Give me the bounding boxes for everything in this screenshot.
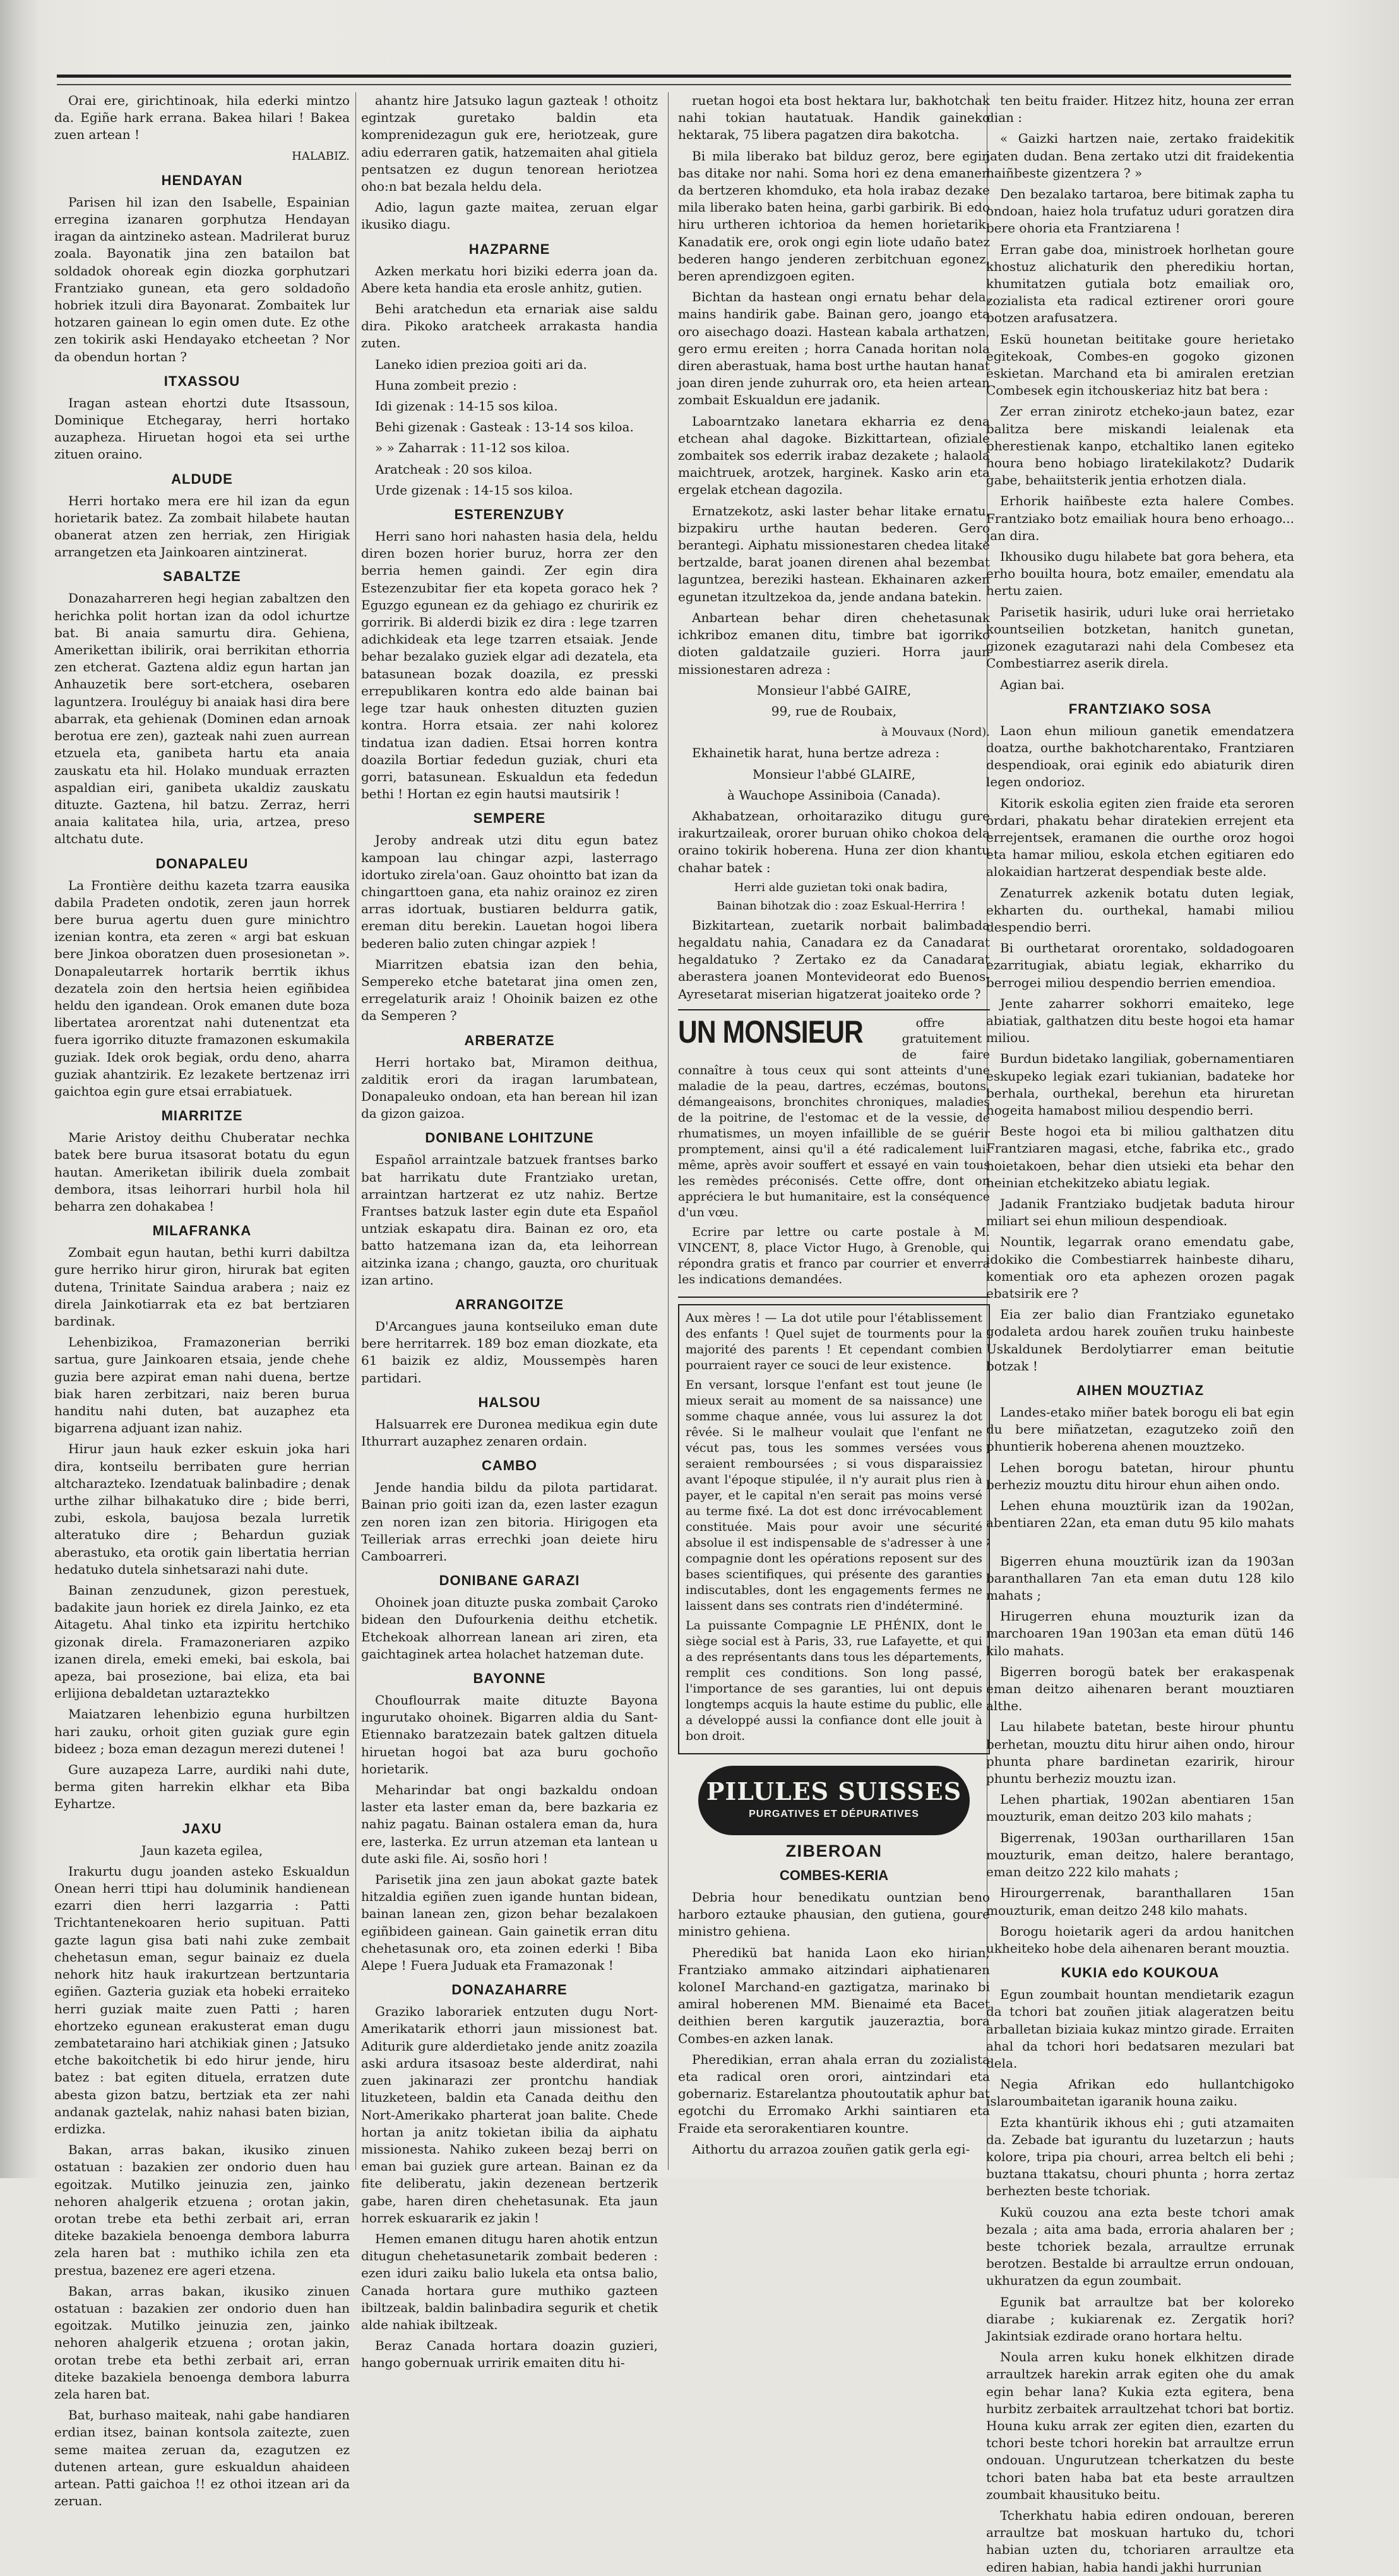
section-heading: ARBERATZE [464, 1032, 555, 1048]
article-paragraph: Lehenbizikoa, Framazonerian berriki sartua, gure Jainkoaren etsaia, jende chehe guzia bere azpirat eman nahi duena, bertze biak haren zerbitzari, naiz beren burua handitu nahi duten, bat auzaphez eta bigarrena adjuant izan nahiz. [54, 1334, 350, 1436]
article-paragraph: Bat, burhaso maiteak, nahi gabe handiaren erdian itsez, bainan kontsola zaitezte, zuen seme maitea zeruan da, ezagutzen ez dutenen artean, gure eskualdun ahaideen artean. Patti gaichoa !! ez othoi itzean ari da zeruan. [54, 2407, 350, 2509]
logo-subtitle: PURGATIVES ET DÉPURATIVES [749, 1809, 919, 1820]
section-heading: JAXU [182, 1820, 222, 1836]
section-heading: ALDUDE [171, 470, 233, 487]
article-paragraph: Azken merkatu hori biziki ederra joan da. Abere keta handia eta erosle anhitz, gutien. [361, 263, 658, 296]
binding-shadow [0, 0, 37, 2178]
article-paragraph: Donazaharreren hegi hegian zabaltzen den herichka polit hortan izan da odol ichurtze bat. Bi anaia samurtu dira. Gehiena, Amerikettan ibilirik, orai berrikitan ethorria zen etcherat. Gaztena aldiz egun hartan jan Anhauzetik bere sort-etchera, osebaren laguntzera. Irouléguy bi anaiak hasi dira bere abarrak, eta gehienak (Dominen edan arnoak berotua ere zen), gazteak nahi zuen aurrean etzuela eta, ganibeta hartu eta anaia zauskatu eta hil. Holako munduak errazten aspaldian eiri, ganibeta ukaldiz zauskatu dituzte. Gaztena, hil batzu. Zerraz, herri anaia kalitatea hila, uria, artzea, preso altchatu dute. [54, 590, 350, 847]
section-heading: HALSOU [478, 1394, 541, 1410]
article-paragraph: Bainan zenzudunek, gizon perestuek, badakite jaun horiek ez direla Jainko, ez eta Aitagetu. Ahal tinko eta izpiritu hertchiko gizonak direla. Framazoneriaren azpiko izanen direla, emeki emeki, bai eskola, bai apeza, bai prosezione, bai eliza, eta bai erlijiona debaldetan uztaraztekko [54, 1583, 350, 1701]
signature: HALABIZ. [292, 149, 350, 163]
column-4 [986, 92, 1294, 2575]
ad-paragraph: offre gratuitement de faire connaître à tous ceux qui sont atteints d'une maladie de la peau, dartres, eczémas, boutons, démangeaisons, bronchites chroniques, maladies de la poitrine, de l'estomac et de la vessie, de rhumatismes, un moyen infaillible de se guérir promptement, ainsi qu'il a été radicalement lui-même, après avoir souffert et essayé en vain tous les remèdes préconisés. Cette offre, dont on appréciera le but humanitaire, est la conséquence d'un vœu. [678, 1015, 990, 1219]
article-paragraph: Huna zombeit prezio : [375, 377, 517, 393]
article-paragraph: Bakan, arras bakan, ikusiko zinuen ostatuan : bazakien zer ondorio duen han egoitzak. Mutilko jeinuzia zen, jainko nehoren ahalgerik etzuena ; orotan jakin, orotan trebe eta bethi zerbait ari, erran diteke bazakiela benoenga dembora laburra zela haren bat. [54, 2283, 350, 2402]
logo-title: PILULES SUISSES [706, 1777, 962, 1806]
article-paragraph: Ernatzekotz, aski laster behar litake ernatu, bizpakiru urthe hautan bederen. Gero berantegi. Aiphatu missionestaren chedea litake bertzalde, barat joanen direnen ahal bezembat laguntzea, bereziki hastean. Ekhainaren azken egunetan itzultzekoa da, jende andana batekin. [678, 503, 990, 604]
article-paragraph: Adio, lagun gazte maitea, zeruan elgar ikusiko diagu. [361, 200, 658, 232]
article-paragraph: Den bezalako tartaroa, bere bitimak zapha tu ondoan, haiez hola trufatuz uduri goratzen dira bere ohoria eta Frantziarena ! [986, 186, 1294, 236]
article-paragraph: Borogu hoietarik ageri da ardou hanitchen ukheiteko hobe dela aihenaren berant mouztia. [986, 1923, 1294, 1956]
article-paragraph: Lehen borogu batetan, hirour phuntu berheziz mouztu ditu hirour ehun aihen ondo. [986, 1459, 1294, 1492]
article-paragraph: Bizkitartean, zuetarik norbait balimbada hegaldatu nahia, Canadara ez da Canadarat hegaldatuko ? Zertako ez da Canadarat aberastera joanen Montevideorat edo Buenos-Ayresetarat miserian higatzerat joaiteko orde ? [678, 917, 990, 1002]
article-paragraph: Gure auzapeza Larre, aurdiki nahi dute, berma giten harrekin elkhar eta Biba Eyhartze. [54, 1762, 350, 1812]
article-paragraph: Bi ourthetarat ororentako, soldadogoaren ezarritugiak, abiatu legiak, ekharriko du berrogei miliou despendio berrien emendioa. [986, 940, 1294, 990]
ad-paragraph: En versant, lorsque l'enfant est tout jeune (le mieux serait au moment de sa naissance) une somme chaque année, vous lui assurez la dot rêvée. Si le malheur voulait que l'enfant ne vécut pas, tous les sommes versées vous seraient remboursées ; si vous disparaissiez avant l'époque stipulée, il n'y aurait plus rien à payer, et le capital n'en serait pas moins versé au terme fixé. La dot est donc irrévocablement constituée. Mais pour avoir une sécurité absolue il est indispensable de s'adresser à une compagnie dont les opérations reposent sur des bases scientifiques, qui présente des garanties indiscutables, dont les engagements fermes ne laissent dans ses contrats rien d'indéterminé. [686, 1377, 982, 1613]
address-line: à Mouvaux (Nord). [881, 726, 990, 740]
article-paragraph: Bichtan da hastean ongi ernatu behar dela, mains handirik gabe. Bainan gero, joango eta oro aisechago doazi. Hastean kabala arthatzen, gero ermu ereiten ; horra Canada horitan nola diren aberastuak, hama bost urthe hautan hanat joan diren jende zuhurrak oro, eta heien artean zombait Eskualdun ere jadanik. [678, 289, 990, 408]
article-paragraph: Lehen ehuna mouztürik izan da 1902an, abentiaren 22an, eta eman dutu 95 kilo mahats ; [986, 1498, 1294, 1548]
article-paragraph: Kukü couzou ana ezta beste tchori amak bezala ; aita ama bada, erroria ahalaren ber ; beste tchoriek bezala, arraultze errunak berotzen. Bestalde bi arraultze errun ondouan, ukhuratzen da egun zoumbait. [986, 2204, 1294, 2289]
article-paragraph: Zombait egun hautan, bethi kurri dabiltza gure herriko hirur giron, hirurak bat egiten dutena, Trinitate Saindua arabera ; naiz ez direla Jainkotiarrak eta ez bat bertziaren bardinak. [54, 1245, 350, 1329]
article-paragraph: Chouflourrak maite dituzte Bayona ingurutako ohoinek. Bigarren aldia du Sant-Etiennako baratzezain batek galtzen dituela hiruetan hogoi bat aza buru gochoño horietarik. [361, 1692, 658, 1776]
article-paragraph: « Gaizki hartzen naie, zertako fraidekitik jaten dudan. Bena zertako utzi dit fraidekentia haiñbeste gizentzera ? » [986, 131, 1294, 181]
section-heading: SABALTZE [163, 568, 241, 585]
article-paragraph: Español arraintzale batzuek frantses barko bat harrikatu dute Frantziako uretan, arraintzan hartzerat ez utz nahiz. Bertze Frantses batzuk laster egin dute eta Español untziak eskapatu dira. Bainan ez oro, eta batto hatzemana izan da, eta leihorrean aitzinka izana ; chango, gauzta, oro churituak izan artino. [361, 1152, 658, 1288]
section-heading: KUKIA edo KOUKOUA [1061, 1965, 1220, 1981]
article-paragraph: Urde gizenak : 14-15 sos kiloa. [375, 482, 573, 498]
article-paragraph: Burdun bidetako langiliak, gobernamentiaren eskupeko legiak ezari tukianian, badateke hor berhala, ourthekal, berehun eta hiruretan hogeita hamabost miliou despendio berri. [986, 1051, 1294, 1118]
article-paragraph: Bakan, arras bakan, ikusiko zinuen ostatuan : bazakien zer ondorio duen hau egoitzak. Mutilko jeinuzia zen, jainko nehoren ahalgerik etzuena ; orotan jakin, orotan trebe eta bethi zerbait ari, erran diteke bazakiela benoenga dembora laburra zela haren bat : muthiko ichila zen eta prestua, bazenez ere ageri etzena. [54, 2142, 350, 2278]
column-2 [361, 92, 658, 2371]
column-divider [668, 92, 669, 2170]
article-paragraph: Ikhousiko dugu hilabete bat gora behera, eta erho bouilta houra, botz emailer, emendatu ala hertu zaien. [986, 549, 1294, 599]
article-paragraph: Jadanik Frantziako budjetak baduta hirour miliart sei ehun milioun despendioak. [986, 1195, 1294, 1229]
article-paragraph: Jende handia bildu da pilota partidarat. Bainan prio goiti izan da, ezen laster ezagun zen noren izan zen bitoria. Hirigogen eta Teilleriak arras errechki joan deiete hiru Camboarreri. [361, 1480, 658, 1564]
section-heading: AIHEN MOUZTIAZ [1076, 1382, 1205, 1399]
address-line: Monsieur l'abbé GAIRE, [756, 682, 912, 698]
article-paragraph: Graziko laborariek entzuten dugu Nort-Amerikatarik ethorri jaun missionest bat. Aditurik gure alderdietako jende anitz zoazila aski ardura itsasoaz beste alderdirat, nahi zuen jakinarazi zer prontchu handiak lituzketeen, baldin eta Canada deithu den Nort-Amerikako pharterat joan balite. Chede hortan ja anitz tokietan ibilia da aiphatu missionesta. Nahiko zukeen bezaj berri on eman bai guziek gure artean. Bainan ez da fite deliberatu, jakin dezenean bertzerik gabe, haren diren chehetasunak. Eta jaun horrek eskuararik ez jakin ! [361, 2004, 658, 2226]
article-paragraph: Iragan astean ehortzi dute Itsassoun, Dominique Etchegaray, herri hortako auzapheza. Hiruetan hogoi eta sei urthe zituen oraino. [54, 395, 350, 462]
article-paragraph: Debria hour benedikatu ountzian beno harboro eztauke phausian, den gutiena, goure ministro gehiena. [678, 1889, 990, 1939]
article-paragraph: Herri hortako mera ere hil izan da egun horietarik batez. Za zombait hilabete hautan obanerat atzen zen herriak, zen Hirigiak arrangetzen eta Jainkoaren aintzinerat. [54, 493, 350, 560]
article-paragraph: Hirourgerrenak, baranthallaren 15an mouzturik, eman deitzo 248 kilo mahats. [986, 1885, 1294, 1918]
article-paragraph: Tcherkhatu habia ediren ondouan, bereren arraultze bat moskuan hartuko du, tchori habian uzten du, tchoriaren arraultze eta ediren habian, habia handi jakhi hurrunian [986, 2508, 1294, 2575]
article-paragraph: Egun zoumbait hountan mendietarik ezagun da tchori bat zouñen jitiak alageratzen beitu arballetan biziaia kukaz mintzo girade. Erraiten ahal da tchori hori bedatsaren mezulari bat dela. [986, 1987, 1294, 2071]
pilules-suisses-logo [698, 1766, 970, 1835]
address-line: Monsieur l'abbé GLAIRE, [753, 766, 915, 782]
column-3 [678, 92, 990, 2170]
article-paragraph: Erhorik haiñbeste ezta halere Combes. Frantziako botz emailiak houra beno erhoago... jan dira. [986, 493, 1294, 543]
article-paragraph: Ekhainetik harat, huna bertze adreza : [692, 745, 940, 761]
article-paragraph: Marie Aristoy deithu Chuberatar nechka batek bere burua itsasorat botatu du egun hautan. Ameriketan ibilirik duela zombait dembora, itsas leihorrari hurbil hola hil beharra zen dohakabea ! [54, 1130, 350, 1214]
article-paragraph: Beste hogoi eta bi miliou galthatzen ditu Frantziaren magasi, etche, fabrika etc., grado hoietakoen, behar dien utsieki eta behar den heinian etchekitzeko abiatu legiak. [986, 1123, 1294, 1190]
article-paragraph: Egunik bat arraultze bat ber koloreko diarabe ; kukiarenak ez. Zergatik hori? Jakintsiak ezdirade orano hortara heltu. [986, 2294, 1294, 2344]
article-paragraph: Agian bai. [1000, 676, 1065, 692]
article-paragraph: Lehen phartiak, 1902an abentiaren 15an mouzturik, eman deitzo 203 kilo mahats ; [986, 1792, 1294, 1824]
article-paragraph: Ohoinek joan dituzte puska zombait Çaroko bidean den Dufourkenia deithu etchetik. Etchekoak alhorrean lanean ari ziren, eta gaichtaginek artea holachet hatzeman dute. [361, 1595, 658, 1662]
article-paragraph: Behi gizenak : Gasteak : 13-14 sos kiloa. [375, 419, 634, 435]
advertisement-aux-meres [678, 1304, 990, 1754]
article-paragraph: Bi mila liberako bat bilduz geroz, bere egin bas ditake nor nahi. Soma hori ez dena emanen da bertzeren khomduko, eta hola irabaz dezake mila liberako baten heina, garbi garbirik. Bi edo hiru urtheren ichtorioa da hemen horietarik. Kanadatik ere, orok ongi egin liote udaño batez bederen hango jenderen zerbitchuan egonez, beren aprendizgoen egiten. [678, 148, 990, 284]
section-heading: FRANTZIAKO SOSA [1068, 700, 1212, 717]
section-heading: DONIBANE GARAZI [439, 1573, 580, 1589]
section-heading: ARRANGOITZE [455, 1296, 564, 1312]
article-paragraph: D'Arcangues jauna kontseiluko eman dute bere herritarrek. 189 boz eman diozkate, eta 61 baizik ez aldiz, Moussempès haren partidari. [361, 1318, 658, 1386]
section-heading: MILAFRANKA [152, 1223, 252, 1239]
article-paragraph: Eskü hounetan beititake goure herietako egitekoak, Combes-en gogoko gizonen eskietan. Marchand eta bi amiralen eretzian Combesek egin itchouskeriaz hitz bat bera : [986, 331, 1294, 398]
article-paragraph: Maiatzaren lehenbizio eguna hurbiltzen hari zauku, orhoit giten guziak gure egin bideez ; boza eman dezagun merezi dutenei ! [54, 1706, 350, 1756]
article-paragraph: Erran gabe doa, ministroek horlhetan goure khostuz alichaturik den pheredikiu hortan, khumitatzen gutiala botz emailiak oro, zozialista eta radical eztirener orori goure botzen arafusatzera. [986, 241, 1294, 326]
article-paragraph: La Frontière deithu kazeta tzarra eausika dabila Pradeten ondotik, zeren jaun horrek bere burua agertu duen gure minichtro izenian kontra, eta zeren « argi bat eskuan bere Jinkoa oboratzen duen prosesionetan ». Donapaleutarrek hortarik berrtik ikhus dezatela zoin den hertsia heien egiñbidea heldu den igandean. Orok emanen dute boza libertatea arorentzat nahi dutenentzat eta fuera igorriko dituzte framazonen eskumakila guziak. Idek orok begiak, ordu deno, aharra guziak ahantzirik. Ez lezakete bertzenaz irri gaichtoa egin gure etsai errabiatuek. [54, 877, 350, 1099]
article-paragraph: Pheredikü bat hanida Laon eko hirian, Frantziako ammako aitzindari aiphatienaren koloneI Marchand-en gaztigatza, marinako bi amiral hoberenen MM. Bienaimé eta Bacet deithien beren kargutik jauzeraztia, bora Combes-en azken lanak. [678, 1944, 990, 2046]
article-paragraph: Jeroby andreak utzi ditu egun batez kampoan lau chingar azpi, lasterrago idortuko zirela'oan. Gauz ohointto bat izan da chingarttoen gana, eta nahiz orainoz ez ziren arras idortuak, bustiaren beldurra gatik, ereman ditu berekin. Lauetan hogoi libera bederen balio zuten chingar azpiek ! [361, 832, 658, 951]
article-paragraph: Hemen emanen ditugu haren ahotik entzun ditugun chehetasunetarik zombait bederen : ezen iduri zaiku balio lukela eta ontsa balio, Canada hortara gure muthiko gazteen ibiltzeak, baldin balinbadira segurik et chetik alde nahiak ibiltzeak. [361, 2231, 658, 2332]
article-paragraph: Orai ere, girichtinoak, hila ederki mintzo da. Egiñe hark errana. Bakea hilari ! Bakea zuen artean ! [54, 93, 350, 143]
section-heading: MIARRITZE [161, 1108, 243, 1124]
article-paragraph: Hirugerren ehuna mouzturik izan da marchoaren 19an 1903an eta eman dütü 146 kilo mahats. [986, 1609, 1294, 1658]
ad-paragraph: Ecrire par lettre ou carte postale à M. VINCENT, 8, place Victor Hugo, à Grenoble, qui répondra gratis et franco par courrier et enverra les indications demandées. [678, 1225, 990, 1286]
article-paragraph: Bigerren borogü batek ber erakaspenak eman deitzo aihenaren berant mouztiaren althe. [986, 1663, 1294, 1714]
article-paragraph: Beraz Canada hortara doazin guzieri, hango gobernuak urririk emaiten ditu hi- [361, 2338, 658, 2371]
section-heading: DONAZAHARRE [451, 1982, 568, 1998]
article-paragraph: Parisen hil izan den Isabelle, Espainian erregina izanaren gorphutza Hendayan iragan da aintzineko astean. Madrilerat buruz zoala. Bayonatik jina zen batailon bat soldadok ohoreak egin diozka gorphutzari Frantziako gunean, eta gero soldadoño hobriek itzuli dira Bayonarat. Zombaitek lur hotzaren gainean lo egin omen dute. Ez othe zen tokirik aski Hendayako etcheetan ? Nor da obendun hortan ? [54, 194, 350, 364]
section-heading: ESTERENZUBY [454, 506, 565, 523]
article-paragraph: Landes-etako miñer batek borogu eli bat egin du bere miñatzetan, ezagutzeko zoiñ den phuntierik hoberena ahenen mouztzeko. [986, 1405, 1294, 1454]
article-paragraph: Akhabatzean, orhoitaraziko ditugu gure irakurtzaileak, ororer buruan ohiko chokoa dela oraino tokirik hoberena. Huna zer dion khantu chahar batek : [678, 808, 990, 875]
article-paragraph: Laboarntzako lanetara ekharria ez dena etchean ahal dagoke. Bizkittartean, ofiziale zombaitek sos ederrik irabaz dezakete ; halaola maichtruek, arotzek, harginek. Kasko arin eta ergelak etchean dagozila. [678, 413, 990, 498]
article-paragraph: Zer erran zinirotz etcheko-jaun batez, ezar balitza bere miskandi leialenak eta pherestienak kanpo, etchaltiko lanen egiteko houra beno hobiago liratekilakotz? Dudarik gabe, behaiitsterik jentia erhotzen diala. [986, 404, 1294, 488]
article-paragraph: Negia Afrikan edo hullantchigoko islaroumbaitetan igaranik houna zaiku. [986, 2076, 1294, 2109]
article-paragraph: ruetan hogoi eta bost hektara lur, bakhotchak nahi tokian hautatuak. Handik gaineko hektarak, 75 libera pagatzen dira bakotcha. [678, 93, 990, 143]
article-paragraph: Lau hilabete batetan, beste hirour phuntu berhetan, mouztu ditu hirur aihen ondo, hirour phunta phare bardinetan ezaririk, hirour phuntu berheziz mouztu izan. [986, 1719, 1294, 1787]
advertisement-monsieur [678, 1009, 990, 1298]
subheading: COMBES-KERIA [779, 1867, 889, 1883]
article-paragraph: Pheredikian, erran ahala erran du zozialista eta radical oren orori, aintzindari eta gobernariz. Estarelantza phoutoutatik aphur bat egotchi du Erromako Arkhi saintiaren eta Fraide eta serorakentiaren kountre. [678, 2051, 990, 2136]
article-paragraph: » » Zaharrak : 11-12 sos kiloa. [375, 440, 570, 456]
article-paragraph: ahantz hire Jatsuko lagun gazteak ! othoitz egintzak guretako baldin eta komprenidezagun guk ere, heriotzeak, gure adiu ederraren gatik, hatzemaiten ahal gitiela pentsatzen ez dugun tenorean heriotzea oho:n bat bezala heldu dela. [361, 93, 658, 195]
article-paragraph: Bigerrenak, 1903an ourtharillaren 15an mouzturik, eman deitzo, halere berantago, eman deitzo 222 kilo mahats ; [986, 1830, 1294, 1880]
section-heading: ITXASSOU [164, 373, 241, 389]
ad-headline: UN MONSIEUR [678, 1014, 863, 1050]
section-heading: DONAPALEU [155, 855, 249, 872]
article-paragraph: Herri hortako bat, Miramon deithua, zalditik erori da iragan larumbatean, Donapaleuko ondoan, eta han berean hil izan da gizon gaizoa. [361, 1054, 658, 1122]
header-rule [57, 75, 1291, 85]
column-1 [54, 92, 350, 2509]
section-heading: BAYONNE [473, 1670, 546, 1687]
address-line: à Wauchope Assiniboia (Canada). [727, 787, 941, 803]
section-heading: ZIBEROAN [785, 1841, 883, 1860]
section-heading: SEMPERE [473, 810, 546, 827]
article-paragraph: ten beitu fraider. Hitzez hitz, houna zer erran dian : [986, 93, 1294, 126]
article-paragraph: Miarritzen ebatsia izan den behia, Sempereko etche batetarat jina omen zen, erregelaturik araiz ! Ohoinik baizen ez othe da Semperen ? [361, 956, 658, 1024]
article-paragraph: Idi gizenak : 14-15 sos kiloa. [375, 398, 558, 414]
article-paragraph: Aithortu du arrazoa zouñen gatik gerla egi- [692, 2141, 970, 2157]
ad-paragraph: La puissante Compagnie LE PHÉNIX, dont le siège social est à Paris, 33, rue Lafayette, et qui a des représentants dans tous les départements, remplit ces conditions. Son long passé, l'importance de ses garanties, lui ont depuis longtemps acquis la haute estime du public, elle a développé aussi la confiance dont elle jouit à bon droit. [686, 1618, 982, 1743]
article-paragraph: Nountik, legarrak orano emendatu gabe, idokiko die Combestiarrek hainbeste diharu, komentiak oro eta aphezen orozen pagak ebatsirik ere ? [986, 1234, 1294, 1301]
article-paragraph: Anbartean behar diren chehetasunak ichkriboz emanen ditu, timbre bat igorriko dioten galdatzaile guzieri. Horra jaun missionestaren adreza : [678, 609, 990, 677]
article-paragraph: Jente zaharrer sokhorri emaiteko, lege abiatiak, galthatzen ditu beste hogoi eta hamar miliou. [986, 995, 1294, 1046]
article-paragraph: Meharindar bat ongi bazkaldu ondoan laster eta laster eman da, bere bazkaria ez nahiz pagatu. Bainan ostalera eman da, hura ere, lasterka. Ez urrun atzeman eta lantean u dute aski file. Ai, sosño hori ! [361, 1782, 658, 1866]
section-heading: HENDAYAN [161, 172, 243, 188]
section-heading: DONIBANE LOHITZUNE [425, 1130, 594, 1146]
article-paragraph: Eia zer balio dian Frantziako egunetako godaleta ardou harek zouñen truku hainbeste Uskaldunek Berdolytiarrer eman beitutie botzak ! [986, 1307, 1294, 1374]
ad-paragraph: Aux mères ! — La dot utile pour l'établissement des enfants ! Quel sujet de tourments pour la majorité des parents ! Et cependant combien pourraient rayer ce souci de leur existence. [686, 1310, 982, 1372]
section-heading: CAMBO [481, 1458, 538, 1474]
verse-line: Herri alde guzietan toki onak badira, [734, 880, 948, 894]
article-paragraph: Laneko idien prezioa goiti ari da. [375, 356, 587, 372]
article-paragraph: Bigerren ehuna mouztürik izan da 1903an baranthallaren 7an eta eman dutu 128 kilo mahats ; [986, 1553, 1294, 1603]
article-paragraph: Herri sano hori nahasten hasia dela, heldu diren bozen horier buruz, horra zer den berria hemen gaindi. Zer egin dira Estezenzubitar fier eta kopeta goraco hek ? Eguzgo egunean ez da gehiago ez churirik ez gorririk. Bi alderdi bizik ez dira : lege tzarren adichkideak eta lege tzarren etsaiak. Jende behar bezalako guziek elgar adi dezatela, eta batasunean bozak doazila, ez presski errepublikaren kontra edo alde bainan bai lege tzar hauk onhesten dituzten guzien kontra. Horra etsaia. zer nahi kolorez tindatua izan dadien. Etsai horren kontra doazila Bortiar fededun guziak, churi eta gorri, batasunean. Eskualdun eta fededun bethi ! Hortan ez egin hautsi mautsirik ! [361, 529, 658, 802]
article-paragraph: Irakurtu dugu joanden asteko Eskualdun Onean herri ttipi hau doluminik handienean ezarri dien herri lazgarria : Patti Trichtantenekoaren herio supituan. Patti gazte lagun gisa bati nahi zuke zembait chehetasun eman, segur bainaiz ez duela nehork hitz hauk irakurtzean bertzuntaria egiñen. Gazteria guziak eta hobeki erraiteko herri guziak maite zuen Patti ; haren ehortzeko egunean erakusterat eman dugu zembatetaraino hari atchikiak ginen ; Jatsuko etche bakoitchetik bi edo hirur jende, hiru batez : bat egiten dituela, erratzen dute abesta gizon batzu, bertziak eta zer nahi andanak gaztelak, nahiz nahasi baten bizian, erdizka. [54, 1863, 350, 2136]
article-paragraph: Hirur jaun hauk ezker eskuin joka hari dira, kontseilu berribaten gure herrian altcharazteko. Izendatuak balinbadire ; denak urthe zilhar bilhakatuko dire ; bide berri, zubi, eskola, baujosa bezala lurretik alteratuko dire ; Behardun guziak aberastuko, eta orotik gain libertatia herrian hedatuko dutela sinhetsarazi nahi dute. [54, 1441, 350, 1577]
article-paragraph: Behi aratchedun eta ernariak aise saldu dira. Pikoko aratcheek arrakasta handia zuten. [361, 301, 658, 351]
verse-line: Bainan bihotzak dio : zoaz Eskual-Herrira ! [716, 899, 966, 913]
address-line: Jaun kazeta egilea, [141, 1842, 263, 1858]
article-paragraph: Halsuarrek ere Duronea medikua egin dute Ithurrart auzaphez zenaren ordain. [361, 1416, 658, 1449]
article-paragraph: Parisetik hasirik, uduri luke orai herrietako kountseilien botzketan, hanitch gunetan, gizonek ezagutarazi nahi dela Combesez eta Combestiarrez aserik direla. [986, 604, 1294, 671]
address-line: 99, rue de Roubaix, [771, 703, 897, 719]
article-paragraph: Parisetik jina zen jaun abokat gazte batek hitzaldia egiñen zuen igande huntan bidean, bainan lanean zen, gizon behar bezalakoen egiñbideen gainean. Gain gainetik erran ditu chehetasunak oro, eta zoinen ederki ! Biba Alepe ! Fuera Juduak eta Framazonak ! [361, 1872, 658, 1974]
article-paragraph: Laon ehun milioun ganetik emendatzera doatza, ourthe bakhotcharentako, Frantziaren despendioak, orai eginik edo abiaturik diren legen ondorioz. [986, 722, 1294, 790]
article-paragraph: Noula arren kuku honek elkhitzen dirade arraultzek harekin arrak egiten ohe du amak egin behar lana? Kukia ezta egitera, bena hurbitz zerbaitek arraultzehat tchori bat bortiz. Houna kuku arrak zer egiten dien, ezarten du tchori beste tchori horekin bat arraultze errun ondouan. Ungurutzean tcherkatzen du beste tchori baten haba bat eta beste arraultzen zoumbait khausituko beitu. [986, 2349, 1294, 2502]
column-divider [355, 92, 356, 2170]
article-paragraph: Aratcheak : 20 sos kiloa. [375, 461, 533, 477]
section-heading: HAZPARNE [468, 241, 551, 257]
article-paragraph: Zenaturrek azkenik botatu duten legiak, ekharten du. ourthekal, hamabi miliou despendio berri. [986, 885, 1294, 935]
article-paragraph: Ezta khantürik ikhous ehi ; guti atzamaiten da. Zebade bat igurantu du luzetarzun ; hauts kolore, tripa pia chouri, arrea beltch eli behi ; buztana ttakatsu, chouri phunta ; horra zertaz berhezten beste tchoriak. [986, 2114, 1294, 2199]
article-paragraph: Kitorik eskolia egiten zien fraide eta seroren ordari, phakatu behar diratekien errejent eta errejentsek, eramanen die ourthe oroz hogoi eta hamar miliou, eskola etchen egitiaren edo alokaidian hartzerat despendiak beste alde. [986, 795, 1294, 880]
